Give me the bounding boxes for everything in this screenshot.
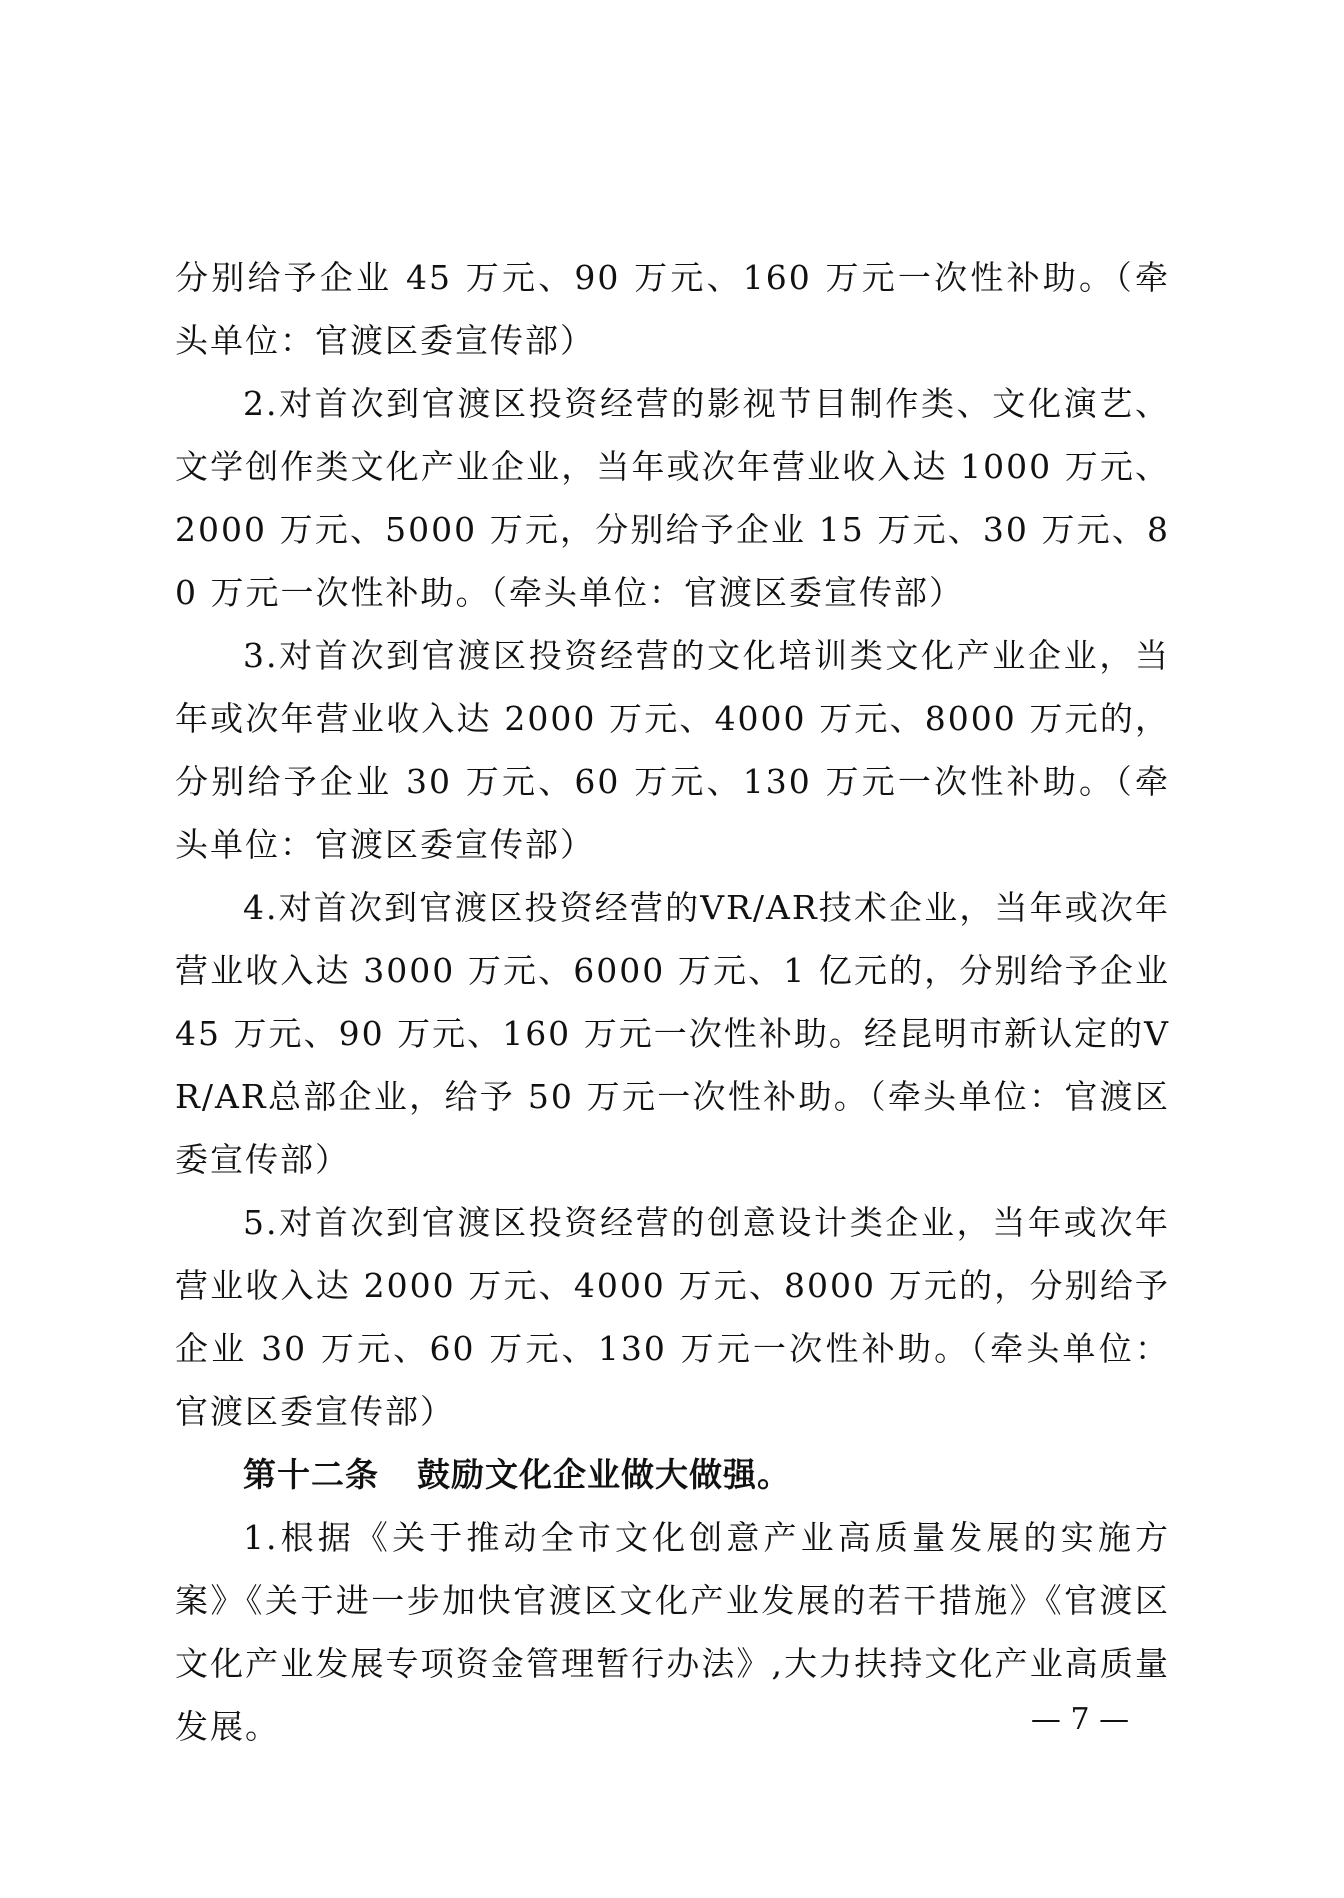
paragraph-item-4: 4.对首次到官渡区投资经营的VR/AR技术企业，当年或次年营业收入达 3000 万元、6000 万元、1 亿元的，分别给予企业 45 万元、90 万元、160 万元一次性补助。经昆明市新认定的VR/AR总部企业，给予 50 万元一次性补助。（牵头单位：官渡区委宣传部） xyxy=(175,888,1170,1179)
paragraph-item-3: 3.对首次到官渡区投资经营的文化培训类文化产业企业，当年或次年营业收入达 2000 万元、4000 万元、8000 万元的，分别给予企业 30 万元、60 万元、130 万元一次性补助。（牵头单位：官渡区委宣传部） xyxy=(175,636,1170,864)
document-body xyxy=(175,246,1170,1758)
article-title: 鼓励文化企业做大做强。 xyxy=(417,1455,791,1494)
paragraph-item-2: 2.对首次到官渡区投资经营的影视节目制作类、文化演艺、文学创作类文化产业企业，当年或次年营业收入达 1000 万元、2000 万元、5000 万元，分别给予企业 15 万元、30 万元、80 万元一次性补助。（牵头单位：官渡区委宣传部） xyxy=(175,384,1170,612)
paragraph-continuation: 分别给予企业 45 万元、90 万元、160 万元一次性补助。（牵头单位：官渡区委宣传部） xyxy=(175,258,1170,360)
paragraph-article-12-item-1: 1.根据《关于推动全市文化创意产业高质量发展的实施方案》《关于进一步加快官渡区文化产业发展的若干措施》《官渡区文化产业发展专项资金管理暂行办法》,大力扶持文化产业高质量发展。 xyxy=(175,1518,1170,1746)
article-number: 第十二条 xyxy=(243,1455,379,1494)
paragraph-item-5: 5.对首次到官渡区投资经营的创意设计类企业，当年或次年营业收入达 2000 万元、4000 万元、8000 万元的，分别给予企业 30 万元、60 万元、130 万元一次性补助。（牵头单位：官渡区委宣传部） xyxy=(175,1203,1170,1431)
article-heading xyxy=(175,1443,1170,1506)
page-number: — 7 — xyxy=(1030,1702,1130,1737)
